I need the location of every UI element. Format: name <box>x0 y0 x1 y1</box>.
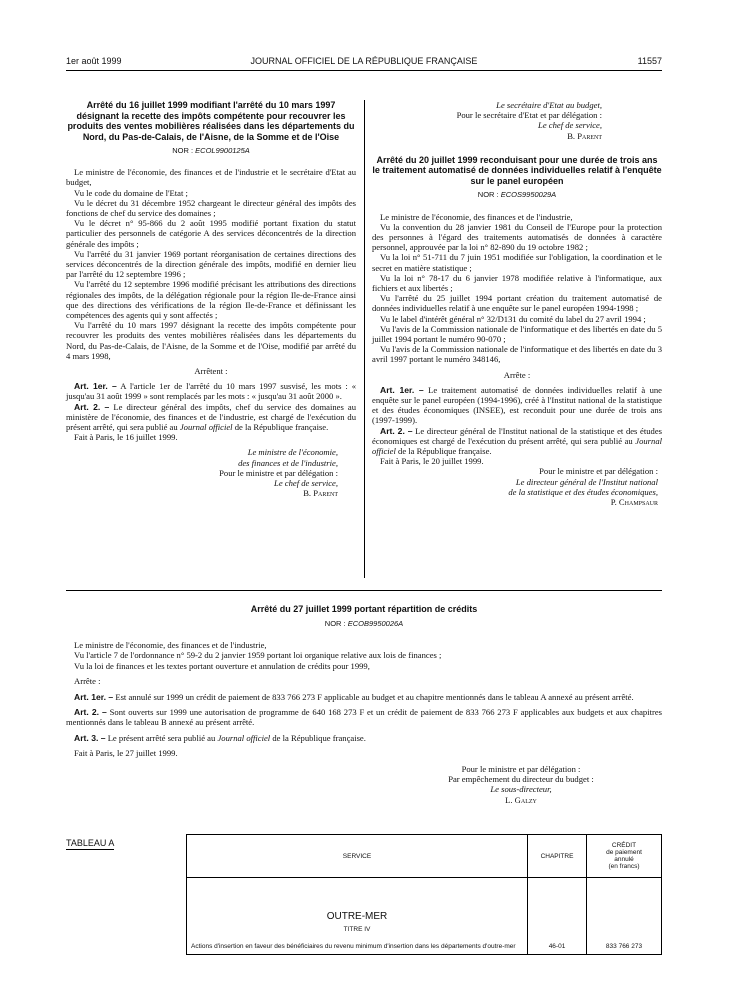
col-chapitre: CHAPITRE <box>528 835 587 878</box>
arrete-1-para: Vu le décret n° 95-866 du 2 août 1995 modifié portant fixation du statut particulier des personnels de catégorie A des services déconcentrés de la direction générale des impôts ; <box>66 218 356 249</box>
row-credit: 833 766 273 <box>587 878 662 955</box>
arrete-2-article-1: Art. 1er. – Le traitement automatisé de données individuelles relatif à une enquête sur le panel européen (1994-1996), créé à l'Institut national de la statistique et des études économiques (INSEE), est reconduit pour une durée de trois ans (1997-1999). <box>372 384 662 426</box>
arrete-2-para: Le ministre de l'économie, des finances et de l'industrie, <box>380 211 573 222</box>
arrete-2-para: Vu le label d'intérêt général n° 32/D131 du comité du label du 27 avril 1994 ; <box>380 313 646 324</box>
col-service: SERVICE <box>187 835 528 878</box>
arrete-2-para: Vu la loi n° 51-711 du 7 juin 1951 modifiée sur l'obligation, la coordination et le secret en matière statistique ; <box>372 252 662 273</box>
arrete-3-arrete: Arrête : <box>74 676 101 687</box>
arrete-1-nor: NOR : ECOL9900125A <box>172 146 250 155</box>
tableau-a <box>186 834 662 955</box>
header-date: 1er août 1999 <box>66 56 122 66</box>
arrete-1-para: Le ministre de l'économie, des finances et de l'industrie et le secrétaire d'Etat au budget, <box>66 167 356 188</box>
arrete-3-signature: Pour le ministre et par délégation : Par empêchement du directeur du budget : Le sous-directeur, L. Galzy <box>448 763 594 805</box>
row-chapitre: 46-01 <box>528 878 587 955</box>
arrete-2-para: Vu l'avis de la Commission nationale de l'informatique et des libertés en date du 5 juillet 1994 portant le numéro 90-070 ; <box>372 323 662 344</box>
arrete-1-article-1: Art. 1er. – A l'article 1er de l'arrêté du 10 mars 1997 susvisé, les mots : « jusqu'au 31 août 1999 » sont remplacés par les mots : « jusqu'au 31 août 2000 ». <box>66 381 356 402</box>
arrete-1-para: Vu le code du domaine de l'Etat ; <box>74 187 188 198</box>
arrete-1-signature: Le ministre de l'économie, des finances et de l'industrie, Pour le ministre et par délégation : Le chef de service, B. Parent <box>219 447 338 499</box>
arrete-3-article-3: Art. 3. – Le présent arrêté sera publié au Journal officiel de la République française. <box>74 732 366 743</box>
arrete-3-para: Le ministre de l'économie, des finances et de l'industrie, <box>74 639 267 650</box>
arrete-2-para: Vu la convention du 28 janvier 1981 du Conseil de l'Europe pour la protection des personnes à l'égard des traitements automatisés de données à caractère personnel, approuvée par la loi n° 82-890 du 19 octobre 1982 ; <box>372 221 662 253</box>
arrete-2-article-2: Art. 2. – Le directeur général de l'Institut national de la statistique et des études économiques est chargé de l'exécution du présent arrêté, qui sera publié au Journal officiel de la République française. <box>372 425 662 456</box>
arrete-1-para: Vu l'arrêté du 12 septembre 1996 modifié précisant les attributions des directions régionales des impôts, de la délégation régionale pour la région Ile-de-France ainsi que des directions des vérifications de la région Ile-de-France et définissant les compétences des agents qui y sont affectés ; <box>66 279 356 321</box>
arrete-2-para: Vu l'arrêté du 25 juillet 1994 portant création du traitement automatisé de données individuelles relatif à une enquête sur le panel européen 1994-1998 ; <box>372 293 662 314</box>
header-rule <box>66 70 662 71</box>
arrete-3-article-1: Art. 1er. – Est annulé sur 1999 un crédit de paiement de 833 766 273 F applicable au budget et au chapitre mentionnés dans le tableau A annexé au présent arrêté. <box>74 691 634 702</box>
arrete-1-title: Arrêté du 16 juillet 1999 modifiant l'arrêté du 10 mars 1997 désignant la recette des impôts compétente pour recouvrer les produits des ventes mobilières réalisées dans les départements du Nord, du Pas-de-Calais, de l'Aisne, de la Somme et de l'Oise <box>67 100 355 142</box>
arrete-2-fait: Fait à Paris, le 20 juillet 1999. <box>380 456 484 467</box>
arrete-3-para: Vu l'article 7 de l'ordonnance n° 59-2 du 2 janvier 1959 portant loi organique relative aux lois de finances ; <box>74 650 442 661</box>
column-divider <box>364 100 365 578</box>
table-row <box>187 878 662 955</box>
arrete-2-para: Vu la loi n° 78-17 du 6 janvier 1978 modifiée relative à l'informatique, aux fichiers et aux libertés ; <box>372 272 662 293</box>
tableau-a-title: TABLEAU A <box>66 838 115 848</box>
arrete-2-signature: Pour le ministre et par délégation : Le directeur général de l'Institut national de la statistique et des études économiques, P. Champsaur <box>508 466 658 507</box>
arrete-3-nor: NOR : ECOB9950026A <box>324 618 404 628</box>
right-column <box>372 100 662 507</box>
arrete-1 <box>66 100 356 499</box>
section-outre-mer: OUTRE-MER <box>326 911 388 922</box>
arrete-3-fait: Fait à Paris, le 27 juillet 1999. <box>74 748 178 759</box>
arrete-1-para: Vu l'arrêté du 10 mars 1997 désignant la recette des impôts compétente pour recouvrer les produits des ventes mobilières réalisées dans les départements du Nord, du Pas-de-Calais, de l'Aisne, de la Somme et de l'Oise, modifié par arrêté du 4 mars 1998, <box>66 320 356 361</box>
arrete-2-nor: NOR : ECOS9950029A <box>477 190 557 200</box>
arrete-1-arretent: Arrêtent : <box>194 366 228 377</box>
arrete-1-para: Vu le décret du 31 décembre 1952 chargeant le directeur général des impôts des fonctions de chef du service des domaines ; <box>66 197 356 219</box>
arrete-1-fait: Fait à Paris, le 16 juillet 1999. <box>74 432 178 443</box>
arrete-1-signature-budget: Le secrétaire d'Etat au budget, Pour le secrétaire d'Etat et par délégation : Le chef de service, B. Parent <box>456 100 602 141</box>
titre-iv: TITRE IV <box>343 926 371 933</box>
header-page-number: 11557 <box>637 56 662 66</box>
row-label: Actions d'insertion en faveur des bénéficiaires du revenu minimum d'insertion dans les départements d'outre-mer <box>191 943 516 950</box>
arrete-2-arrete: Arrête : <box>503 369 531 380</box>
arrete-2-para: Vu l'avis de la Commission nationale de l'informatique et des libertés en date du 3 avril 1997 portant le numéro 348146, <box>372 344 662 365</box>
section-rule <box>66 590 662 591</box>
page-header <box>66 56 662 70</box>
col-credit: CRÉDIT de paiement annulé (en francs) <box>587 835 662 878</box>
arrete-3-para: Vu la loi de finances et les textes portant ouverture et annulation de crédits pour 1999, <box>74 660 370 671</box>
arrete-3-title: Arrêté du 27 juillet 1999 portant répartition de crédits <box>250 604 478 614</box>
arrete-3-article-2: Art. 2. – Sont ouverts sur 1999 une autorisation de programme de 640 168 273 F et un crédit de paiement de 833 766 273 F applicables aux budgets et aux chapitres mentionnés dans le tableau B annexé au présent arrêté. <box>66 706 662 728</box>
header-journal: JOURNAL OFFICIEL DE LA RÉPUBLIQUE FRANÇAISE <box>250 56 478 66</box>
arrete-3 <box>66 604 662 805</box>
arrete-1-para: Vu l'arrêté du 31 janvier 1969 portant réorganisation de certaines directions des services déconcentrés de la direction générale des impôts, modifié en dernier lieu par l'arrêté du 12 septembre 1996 ; <box>66 248 356 280</box>
arrete-1-article-2: Art. 2. – Le directeur général des impôts, chef du service des domaines au ministère de l'économie, des finances et de l'industrie, est chargé de l'exécution du présent arrêté, qui sera publié au Journal officiel de la République française. <box>66 401 356 433</box>
arrete-2-title: Arrêté du 20 juillet 1999 reconduisant pour une durée de trois ans le traitement automatisé de données individuelles relatif à l'enquête sur le panel européen <box>372 154 662 186</box>
